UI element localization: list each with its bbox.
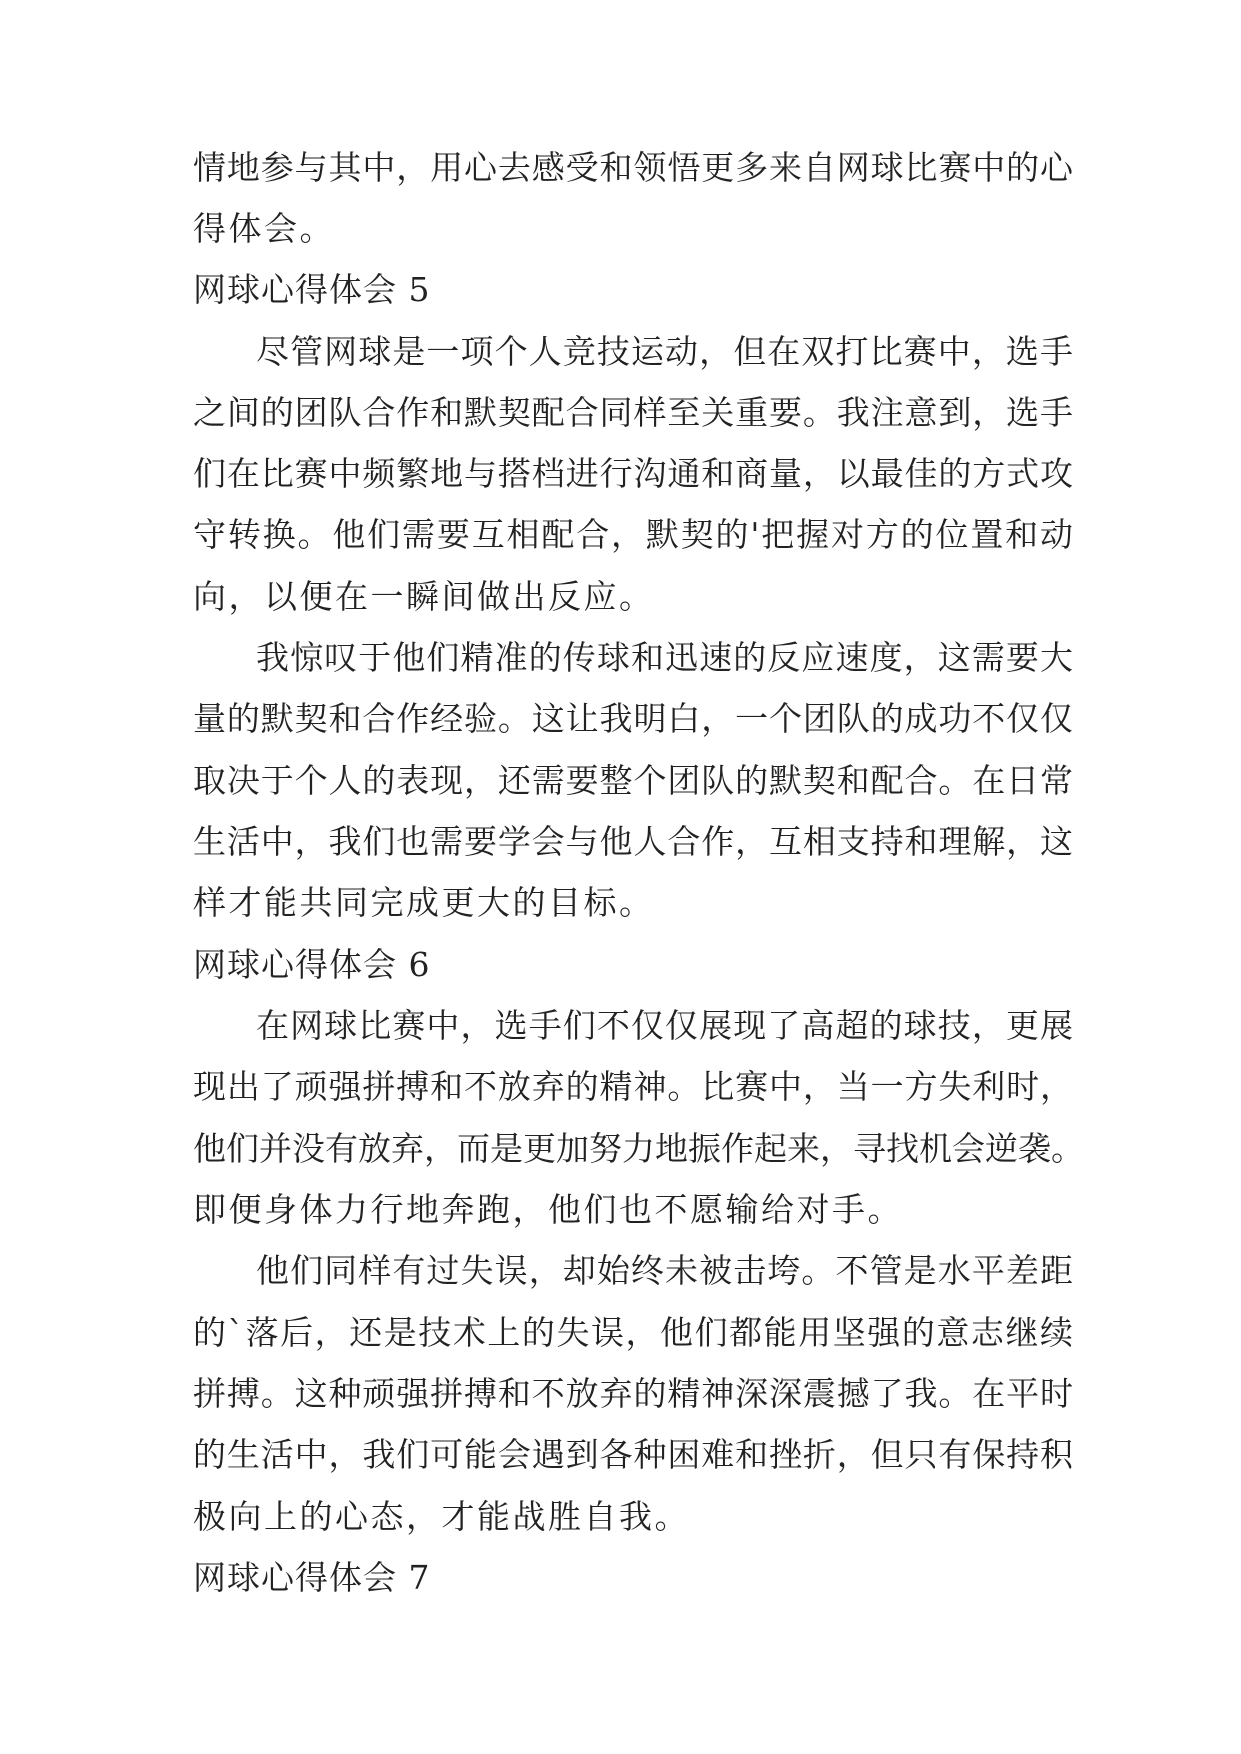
section-heading: 网球心得体会 5 <box>193 270 431 309</box>
body-text-line: 他们并没有放弃，而是更加努力地振作起来，寻找机会逆袭。 <box>193 1129 1084 1168</box>
body-text-line: 即便身体力行地奔跑，他们也不愿输给对手。 <box>193 1190 903 1229</box>
body-text-line: 们在比赛中频繁地与搭档进行沟通和商量，以最佳的方式攻 <box>193 454 1073 493</box>
body-text-line: 的`落后，还是技术上的失误，他们都能用坚强的意志继续 <box>193 1313 1073 1352</box>
body-text-line: 向，以便在一瞬间做出反应。 <box>193 577 655 616</box>
section-heading: 网球心得体会 6 <box>193 945 431 984</box>
body-text-line: 得体会。 <box>193 209 335 248</box>
body-text-line: 量的默契和合作经验。这让我明白，一个团队的成功不仅仅 <box>193 699 1073 738</box>
body-text-line: 尽管网球是一项个人竞技运动，但在双打比赛中，选手 <box>256 332 1073 371</box>
body-text-line: 样才能共同完成更大的目标。 <box>193 883 655 922</box>
body-text-line: 我惊叹于他们精准的传球和迅速的反应速度，这需要大 <box>256 638 1073 677</box>
body-text-line: 之间的团队合作和默契配合同样至关重要。我注意到，选手 <box>193 393 1073 432</box>
body-text-line: 他们同样有过失误，却始终未被击垮。不管是水平差距 <box>256 1251 1073 1290</box>
body-text-line: 生活中，我们也需要学会与他人合作，互相支持和理解，这 <box>193 822 1073 861</box>
body-text-line: 的生活中，我们可能会遇到各种困难和挫折，但只有保持积 <box>193 1435 1073 1474</box>
section-heading: 网球心得体会 7 <box>193 1558 431 1597</box>
body-text-line: 极向上的心态，才能战胜自我。 <box>193 1497 690 1536</box>
body-text-line: 取决于个人的表现，还需要整个团队的默契和配合。在日常 <box>193 761 1073 800</box>
body-text-line: 拼搏。这种顽强拼搏和不放弃的精神深深震撼了我。在平时 <box>193 1374 1073 1413</box>
body-text-line: 守转换。他们需要互相配合，默契的'把握对方的位置和动 <box>193 515 1073 554</box>
body-text-line: 情地参与其中，用心去感受和领悟更多来自网球比赛中的心 <box>193 148 1073 187</box>
body-text-line: 现出了顽强拼搏和不放弃的精神。比赛中，当一方失利时， <box>193 1067 1073 1106</box>
body-text-line: 在网球比赛中，选手们不仅仅展现了高超的球技，更展 <box>256 1006 1073 1045</box>
